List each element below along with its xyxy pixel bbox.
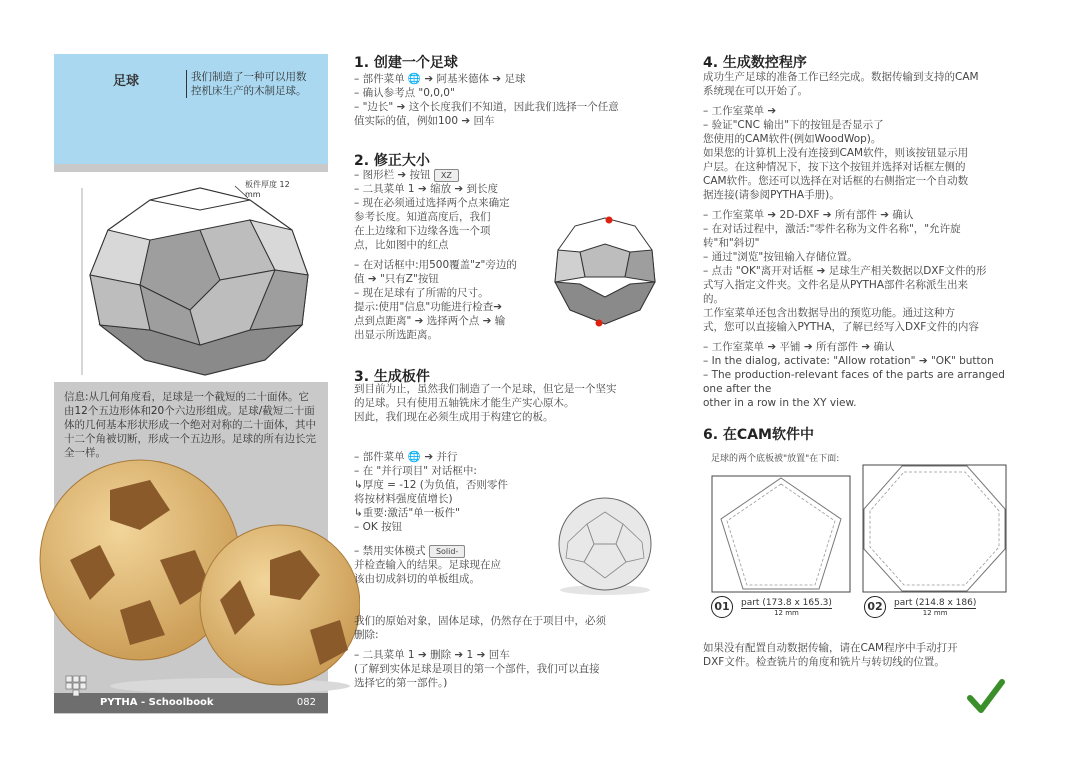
step-text: – 图形栏 ➔ 按钮 — [354, 169, 431, 181]
step-line: – 确认参考点 "0,0,0" — [354, 87, 455, 99]
page-number: 082 — [296, 697, 316, 708]
step-line: 参考长度。知道高度后，我们 — [354, 211, 491, 223]
part-2-number: 02 — [864, 596, 886, 618]
step-line: – OK 按钮 — [354, 521, 403, 533]
para-line: 系统现在可以开始了。 — [703, 85, 808, 97]
step-line: 工作室菜单还包含出数据导出的预览功能。通过这种方 — [703, 307, 955, 319]
step-line: – The production-relevant faces of the parts are arranged one after the — [703, 369, 1005, 395]
closing-text — [703, 641, 1023, 669]
page-title: 足球 — [113, 74, 140, 89]
small-ball-red-points — [550, 212, 660, 330]
step-line: – 二具菜单 1 ➔ 删除 ➔ 1 ➔ 回车 — [354, 649, 510, 661]
step-line: 值实际的值，例如100 ➔ 回车 — [354, 115, 495, 127]
step-line: 值 ➔ "只有Z"按钮 — [354, 273, 439, 285]
part-2-label-row — [864, 596, 976, 618]
footer-brand: PYTHA - Schoolbook — [100, 697, 214, 708]
step-line: – 二具菜单 1 ➔ 缩放 ➔ 到长度 — [354, 183, 499, 195]
step-line: 点到点距离" ➔ 选择两个点 ➔ 输 — [354, 315, 506, 327]
part-1-label-row — [711, 596, 832, 618]
step-line: ↳重要:激活"单一板件" — [354, 507, 460, 519]
para-line: 我们的原始对象，固体足球，仍然存在于项目中，必须 — [354, 615, 606, 627]
para-line: 成功生产足球的准备工作已经完成。数据传输到支持的CAM — [703, 71, 979, 83]
part-2-label: part (214.8 x 186) — [894, 597, 977, 608]
step-line: 式写入指定文件夹。文件名是从PYTHA部件名称派生出来 — [703, 279, 969, 291]
thickness-label: 板件厚度 12 mm — [245, 180, 290, 199]
step-line: – 在对话框中:用500覆盖"z"旁边的 — [354, 259, 517, 271]
step-line: – 现在必须通过选择两个点来确定 — [354, 197, 510, 209]
step-line: 选择它的第一部件。) — [354, 677, 448, 689]
step-line: 点，比如图中的红点 — [354, 239, 449, 251]
step-line: – 现在足球有了所需的尺寸。 — [354, 287, 489, 299]
step-line: – 通过"浏览"按钮输入存储位置。 — [703, 251, 858, 263]
step-line: – 在对话过程中，激活:"零件名称为文件名称"，"允许旋 — [703, 223, 961, 235]
step-line: – 点击 "OK"离开对话框 ➔ 足球生产相关数据以DXF文件的形 — [703, 265, 987, 277]
step-line — [354, 544, 554, 558]
wooden-balls-photo — [30, 450, 360, 695]
step-line: 如果您的计算机上没有连接到CAM软件，则该按钮显示用 — [703, 147, 969, 159]
step-line: 的。 — [703, 293, 724, 305]
section-3-after — [354, 614, 684, 690]
checkmark-icon — [966, 678, 1006, 716]
step-line: 该由切成斜切的单板组成。 — [354, 573, 480, 585]
step-line: – "边长" ➔ 这个长度我们不知道，因此我们选择一个任意 — [354, 101, 619, 113]
step-line: other in a row in the XY view. — [703, 397, 857, 409]
step-line — [354, 168, 544, 182]
para-line: DXF文件。检查铣片的角度和铣片与转切线的位置。 — [703, 656, 945, 668]
step-line: – 验证"CNC 输出"下的按钮是否显示了 — [703, 119, 884, 131]
section-1-steps — [354, 72, 674, 128]
step-line: – In the dialog, activate: "Allow rotation" ➔ "OK" button — [703, 355, 994, 367]
dxf-part-1-drawing — [711, 464, 851, 594]
dxf-part-2-drawing — [862, 464, 1007, 594]
step-line: 您使用的CAM软件(例如WoodWop)。 — [703, 133, 882, 145]
soccer-ball-drawing — [70, 180, 320, 380]
section-2-heading: 2. 修正大小 — [354, 153, 430, 169]
part-1-number: 01 — [711, 596, 733, 618]
step-line: 据连接(请参阅PYTHA手册)。 — [703, 189, 840, 201]
section-4-heading: 4. 生成数控程序 — [703, 55, 807, 71]
part-1-thickness: 12 mm — [774, 608, 799, 617]
part-2-thickness: 12 mm — [922, 608, 948, 617]
section-6-heading: 6. 在CAM软件中 — [703, 427, 814, 443]
step-line: 并检查输入的结果。足球现在应 — [354, 559, 501, 571]
section-3-steps — [354, 450, 554, 586]
step-text: – 禁用实体模式 — [354, 545, 426, 557]
para-line: 因此，我们现在必须生成用于构建它的板。 — [354, 411, 554, 423]
step-line: – 工作室菜单 ➔ — [703, 105, 777, 117]
para-line: 如果没有配置自动数据传输，请在CAM程序中手动打开 — [703, 642, 958, 654]
xz-button-chip: XZ — [434, 169, 459, 182]
step-line: 户层。在这种情况下，按下这个按钮并选择对话框左侧的 — [703, 161, 966, 173]
section-3-heading: 3. 生成板件 — [354, 369, 430, 385]
step-line: 式，您可以直接输入PYTHA，了解已经写入DXF文件的内容 — [703, 321, 979, 333]
para-line: 的足球。只有使用五轴铣床才能生产实心原木。 — [354, 397, 575, 409]
step-line: – 工作室菜单 ➔ 平铺 ➔ 所有部件 ➔ 确认 — [703, 341, 895, 353]
step-line: – 工作室菜单 ➔ 2D-DXF ➔ 所有部件 ➔ 确认 — [703, 209, 914, 221]
wireframe-ball — [548, 492, 663, 597]
part-1-label: part (173.8 x 165.3) — [741, 597, 832, 608]
section-4-body — [703, 70, 1023, 410]
section-2-steps — [354, 168, 544, 342]
step-line: 将按材料强度值增长) — [354, 493, 453, 505]
step-line: 转"和"斜切" — [703, 237, 760, 249]
step-line: ↳厚度 = -12 (为负值，否则零件 — [354, 479, 508, 491]
step-line: – 部件菜单 🌐 ➔ 阿基米德体 ➔ 足球 — [354, 73, 526, 85]
section-1-heading: 1. 创建一个足球 — [354, 55, 458, 71]
intro-text: 我们制造了一种可以用数控机床生产的木制足球。 — [186, 70, 307, 98]
cam-caption: 足球的两个底板被"放置"在下面: — [711, 454, 840, 464]
geometry-note: 信息:从几何角度看，足球是一个截短的二十面体。它由12个五边形体和20个六边形组成。足球/截短二十面体的几何基本形状形成一个绝对对称的二十面体，其中十二个角被切断，形成一个五边形。足球的所有边长完全一样。 — [64, 391, 316, 459]
para-line: 删除: — [354, 629, 379, 641]
step-line: – 部件菜单 🌐 ➔ 并行 — [354, 451, 458, 463]
step-line: 提示:使用"信息"功能进行检查➔ — [354, 301, 502, 313]
solid-button-chip: Solid- — [429, 545, 465, 558]
step-line: (了解到实体足球是项目的第一个部件，我们可以直接 — [354, 663, 600, 675]
step-line: – 在 "并行项目" 对话框中: — [354, 465, 477, 477]
pytha-logo-icon — [60, 670, 96, 710]
section-3-intro — [354, 382, 684, 424]
step-line: 在上边缘和下边缘各选一个项 — [354, 225, 491, 237]
para-line: 到目前为止，虽然我们制造了一个足球，但它是一个坚实 — [354, 383, 617, 395]
step-line: 出显示所选距离。 — [354, 329, 438, 341]
step-line: CAM软件。您还可以选择在对话框的右侧指定一个自动数 — [703, 175, 969, 187]
